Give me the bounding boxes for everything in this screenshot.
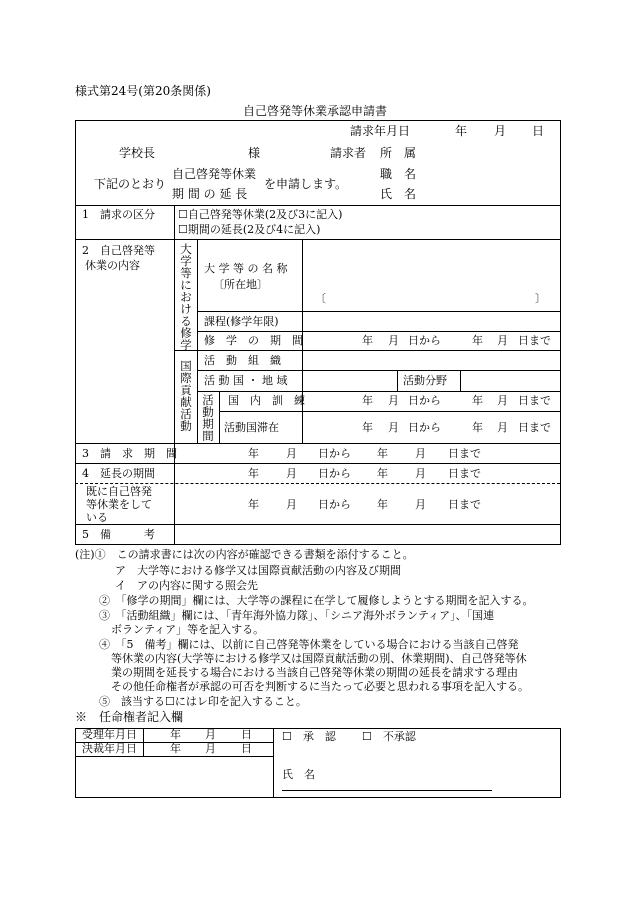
- prev-month: 月: [286, 498, 297, 511]
- stay-month-2: 月: [497, 421, 508, 434]
- university-name-label: 大 学 等 の 名 称: [204, 262, 288, 275]
- training-from: 日から: [408, 394, 441, 407]
- note-a: ア 大学等における修学又は国際貢献活動の内容及び期間: [115, 564, 401, 577]
- r4-month: 月: [286, 467, 297, 480]
- domestic-training-label: 国 内 訓 練: [228, 394, 305, 407]
- decided-day: 日: [241, 742, 252, 755]
- request-year: 年: [455, 124, 468, 138]
- note-2: ② 「修学の期間」欄には、大学等の課程に在学して履修しようとする期間を記入する。: [99, 594, 534, 607]
- prev-label-line3: いる: [86, 511, 108, 524]
- honorific-label: 様: [248, 146, 261, 160]
- study-month-2: 月: [497, 334, 508, 347]
- prev-until: 日まで: [448, 498, 481, 511]
- activity-period-vertical: 活動期間: [202, 393, 214, 443]
- disapprove-checkbox[interactable]: ☐ 不承認: [362, 730, 416, 743]
- note-3-line1: ③ 「活動組織」欄には、「青年海外協力隊」、「シニア海外ボランティア」、「国連: [99, 609, 495, 622]
- prev-year-2: 年: [377, 498, 388, 511]
- decided-year: 年: [170, 742, 181, 755]
- note-3-line2: ボランティア」等を記入する。: [111, 623, 265, 636]
- r4-year: 年: [248, 467, 259, 480]
- r4-until: 日まで: [448, 467, 481, 480]
- note-i: イ アの内容に関する照会先: [115, 579, 258, 592]
- prev-year: 年: [248, 498, 259, 511]
- note-4-line1: ④ 「5 備考」欄には、以前に自己啓発等休業をしている場合における当該自己啓発: [99, 638, 519, 651]
- bracket-close: 〕: [535, 292, 546, 305]
- option-leave: 自己啓発等休業: [172, 167, 257, 181]
- intro-prefix: 下記のとおり: [94, 177, 167, 191]
- row2-label-line1: 2 自己啓発等: [82, 244, 155, 257]
- activity-country-label: 活 動 国 ・ 地 域: [204, 374, 288, 387]
- prev-from: 日から: [318, 498, 351, 511]
- affiliation-label: 所 属: [380, 146, 417, 160]
- row1-label: 1 請求の区分: [82, 208, 155, 221]
- international-contribution-vertical: 国際貢献活動: [180, 359, 192, 433]
- r3-from: 日から: [318, 447, 351, 460]
- row1-option-extension[interactable]: ☐期間の延長(2及び4に記入): [178, 223, 321, 236]
- request-month: 月: [494, 124, 507, 138]
- received-date-label: 受理年月日: [82, 728, 137, 741]
- note-4-line3: 業の期間を延長する場合における当該自己啓発等休業の期間の延長を請求する理由: [111, 666, 518, 679]
- decided-month: 月: [205, 742, 216, 755]
- row1-option-leave[interactable]: ☐自己啓発等休業(2及び3に記入): [178, 208, 343, 221]
- decided-date-label: 決裁年月日: [82, 742, 137, 755]
- principal-label: 学校長: [119, 146, 156, 160]
- name-label: 氏 名: [380, 187, 417, 201]
- stay-year-2: 年: [472, 421, 483, 434]
- authority-title: ※ 任命権者記入欄: [75, 710, 184, 724]
- bracket-open: 〔: [315, 292, 326, 305]
- training-year: 年: [362, 394, 373, 407]
- r3-month-2: 月: [415, 447, 426, 460]
- note-5: ⑤ 該当する☐にはレ印を記入すること。: [99, 695, 307, 708]
- training-month-2: 月: [497, 394, 508, 407]
- row4-label: 4 延長の期間: [82, 467, 155, 480]
- study-period-label: 修 学 の 期 間: [204, 334, 303, 347]
- r3-month: 月: [286, 447, 297, 460]
- activity-field-label: 活動分野: [403, 374, 447, 387]
- row2-label-line2: 休業の内容: [85, 259, 140, 272]
- study-year-2: 年: [472, 334, 483, 347]
- r3-year-2: 年: [377, 447, 388, 460]
- note-lead: (注)① この請求書には次の内容が確認できる書類を添付すること。: [75, 548, 414, 561]
- study-until: 日まで: [518, 334, 551, 347]
- study-month: 月: [388, 334, 399, 347]
- r3-until: 日まで: [448, 447, 481, 460]
- activity-org-label: 活 動 組 織: [204, 354, 281, 367]
- training-month: 月: [388, 394, 399, 407]
- form-number: 様式第24号(第20条関係): [75, 84, 211, 98]
- option-extension: 期 間 の 延 長: [172, 187, 248, 201]
- note-4-line4: その他任命権者が承認の可否を判断するに当たって必要と思われる事項を記入する。: [111, 680, 529, 693]
- intro-suffix: を申請します。: [264, 177, 348, 191]
- r3-year: 年: [248, 447, 259, 460]
- r4-from: 日から: [318, 467, 351, 480]
- approve-checkbox[interactable]: ☐ 承 認: [282, 730, 336, 743]
- university-location-label: 〔所在地〕: [213, 278, 268, 291]
- received-day: 日: [241, 728, 252, 741]
- note-4-line2: 等休業の内容(大学等における修学又は国際貢献活動の別、休業期間)、自己啓発等休: [111, 652, 527, 665]
- authority-name-label: 氏 名: [282, 768, 315, 781]
- study-year: 年: [362, 334, 373, 347]
- position-label: 職 名: [380, 167, 417, 181]
- received-month: 月: [205, 728, 216, 741]
- training-year-2: 年: [472, 394, 483, 407]
- row5-label: 5 備 考: [82, 528, 155, 541]
- prev-month-2: 月: [415, 498, 426, 511]
- stay-month: 月: [388, 421, 399, 434]
- study-from: 日から: [408, 334, 441, 347]
- training-until: 日まで: [518, 394, 551, 407]
- form-title: 自己啓発等休業承認申請書: [242, 104, 387, 118]
- stay-until: 日まで: [518, 421, 551, 434]
- stay-from: 日から: [408, 421, 441, 434]
- request-day: 日: [532, 124, 545, 138]
- row3-label: 3 請 求 期 間: [82, 447, 177, 460]
- prev-label-line2: 等休業をして: [86, 498, 152, 511]
- request-date-label: 請求年月日: [350, 124, 411, 138]
- course-label: 課程(修学年限): [204, 315, 279, 328]
- stay-abroad-label: 活動国滞在: [224, 421, 279, 434]
- prev-label-line1: 既に自己啓発: [86, 485, 152, 498]
- r4-year-2: 年: [377, 467, 388, 480]
- requester-label: 請求者: [330, 146, 367, 160]
- stay-year: 年: [362, 421, 373, 434]
- r4-month-2: 月: [415, 467, 426, 480]
- university-study-vertical: 大学等における修学: [180, 242, 192, 352]
- received-year: 年: [170, 728, 181, 741]
